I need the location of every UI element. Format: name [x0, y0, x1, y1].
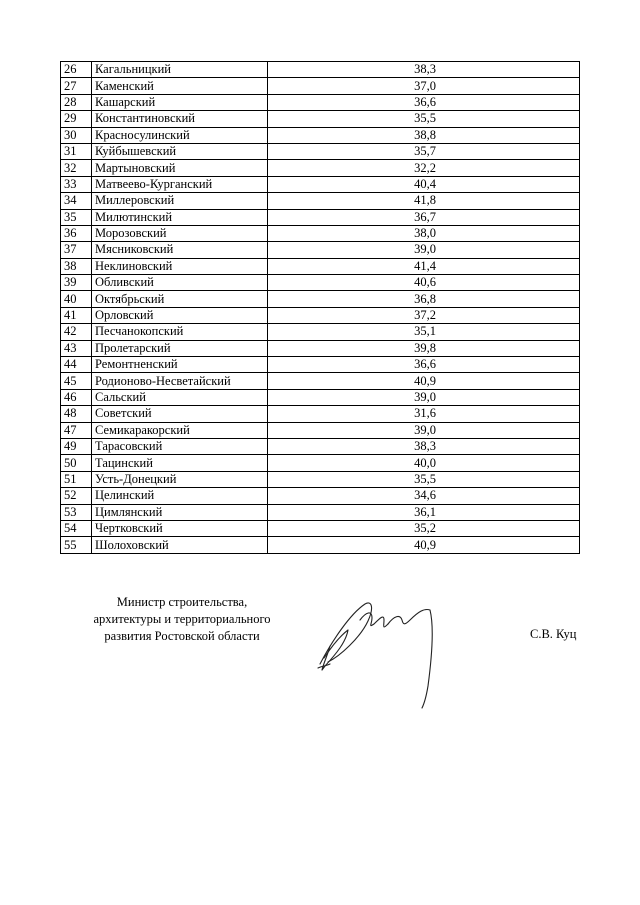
district-name-cell: Матвеево-Курганский	[92, 176, 268, 192]
district-name-cell: Песчанокопский	[92, 324, 268, 340]
row-number-cell: 33	[61, 176, 92, 192]
district-name-cell: Мартыновский	[92, 160, 268, 176]
row-number-cell: 27	[61, 78, 92, 94]
district-name-cell: Целинский	[92, 488, 268, 504]
district-name-cell: Куйбышевский	[92, 143, 268, 159]
value-cell: 40,9	[268, 537, 580, 553]
value-cell: 32,2	[268, 160, 580, 176]
district-name-cell: Кашарский	[92, 94, 268, 110]
row-number-cell: 48	[61, 406, 92, 422]
district-name-cell: Семикаракорский	[92, 422, 268, 438]
value-cell: 31,6	[268, 406, 580, 422]
row-number-cell: 42	[61, 324, 92, 340]
district-name-cell: Тацинский	[92, 455, 268, 471]
value-cell: 40,4	[268, 176, 580, 192]
district-name-cell: Миллеровский	[92, 193, 268, 209]
value-cell: 38,3	[268, 62, 580, 78]
district-name-cell: Усть-Донецкий	[92, 471, 268, 487]
value-cell: 36,8	[268, 291, 580, 307]
table-row	[61, 62, 580, 78]
row-number-cell: 51	[61, 471, 92, 487]
row-number-cell: 36	[61, 225, 92, 241]
table-row	[61, 291, 580, 307]
row-number-cell: 30	[61, 127, 92, 143]
row-number-cell: 35	[61, 209, 92, 225]
district-name-cell: Орловский	[92, 307, 268, 323]
row-number-cell: 38	[61, 258, 92, 274]
district-values-table	[60, 61, 580, 554]
table-row	[61, 340, 580, 356]
value-cell: 39,8	[268, 340, 580, 356]
value-cell: 35,7	[268, 143, 580, 159]
table-row	[61, 225, 580, 241]
district-name-cell: Тарасовский	[92, 438, 268, 454]
row-number-cell: 31	[61, 143, 92, 159]
table-row	[61, 537, 580, 553]
value-cell: 37,2	[268, 307, 580, 323]
table-row	[61, 373, 580, 389]
handwritten-signature	[310, 586, 510, 711]
value-cell: 37,0	[268, 78, 580, 94]
row-number-cell: 41	[61, 307, 92, 323]
signer-name: С.В. Куц	[530, 627, 577, 641]
value-cell: 35,1	[268, 324, 580, 340]
table-row	[61, 357, 580, 373]
table-row	[61, 258, 580, 274]
value-cell: 35,2	[268, 520, 580, 536]
value-cell: 39,0	[268, 389, 580, 405]
district-name-cell: Неклиновский	[92, 258, 268, 274]
value-cell: 38,3	[268, 438, 580, 454]
table-row	[61, 324, 580, 340]
row-number-cell: 49	[61, 438, 92, 454]
district-name-cell: Цимлянский	[92, 504, 268, 520]
table-row	[61, 422, 580, 438]
row-number-cell: 29	[61, 111, 92, 127]
row-number-cell: 46	[61, 389, 92, 405]
row-number-cell: 39	[61, 275, 92, 291]
table-row	[61, 193, 580, 209]
row-number-cell: 40	[61, 291, 92, 307]
value-cell: 40,0	[268, 455, 580, 471]
table-row	[61, 504, 580, 520]
value-cell: 41,4	[268, 258, 580, 274]
row-number-cell: 47	[61, 422, 92, 438]
row-number-cell: 32	[61, 160, 92, 176]
row-number-cell: 44	[61, 357, 92, 373]
value-cell: 39,0	[268, 422, 580, 438]
table-row	[61, 488, 580, 504]
signer-position-line: развития Ростовской области	[104, 629, 260, 643]
signer-position	[62, 594, 302, 645]
row-number-cell: 43	[61, 340, 92, 356]
value-cell: 34,6	[268, 488, 580, 504]
table-row	[61, 389, 580, 405]
table-row	[61, 160, 580, 176]
table-row	[61, 209, 580, 225]
table-row	[61, 520, 580, 536]
row-number-cell: 53	[61, 504, 92, 520]
signer-position-line: архитектуры и территориального	[93, 612, 271, 626]
value-cell: 38,0	[268, 225, 580, 241]
row-number-cell: 50	[61, 455, 92, 471]
table-row	[61, 406, 580, 422]
table-row	[61, 78, 580, 94]
district-name-cell: Мясниковский	[92, 242, 268, 258]
table-row	[61, 127, 580, 143]
row-number-cell: 52	[61, 488, 92, 504]
table-row	[61, 307, 580, 323]
table-row	[61, 143, 580, 159]
district-name-cell: Милютинский	[92, 209, 268, 225]
district-name-cell: Шолоховский	[92, 537, 268, 553]
value-cell: 41,8	[268, 193, 580, 209]
row-number-cell: 26	[61, 62, 92, 78]
row-number-cell: 45	[61, 373, 92, 389]
district-name-cell: Кагальницкий	[92, 62, 268, 78]
district-name-cell: Обливский	[92, 275, 268, 291]
district-name-cell: Чертковский	[92, 520, 268, 536]
table-row	[61, 471, 580, 487]
signer-position-line: Министр строительства,	[116, 595, 248, 609]
row-number-cell: 55	[61, 537, 92, 553]
value-cell: 35,5	[268, 111, 580, 127]
table-row	[61, 94, 580, 110]
value-cell: 36,7	[268, 209, 580, 225]
value-cell: 39,0	[268, 242, 580, 258]
district-name-cell: Октябрьский	[92, 291, 268, 307]
district-name-cell: Советский	[92, 406, 268, 422]
table-row	[61, 111, 580, 127]
value-cell: 36,1	[268, 504, 580, 520]
value-cell: 35,5	[268, 471, 580, 487]
district-name-cell: Каменский	[92, 78, 268, 94]
table-row	[61, 176, 580, 192]
table-body	[61, 62, 580, 554]
table-row	[61, 242, 580, 258]
district-name-cell: Морозовский	[92, 225, 268, 241]
row-number-cell: 34	[61, 193, 92, 209]
value-cell: 38,8	[268, 127, 580, 143]
value-cell: 36,6	[268, 357, 580, 373]
value-cell: 36,6	[268, 94, 580, 110]
value-cell: 40,6	[268, 275, 580, 291]
table-row	[61, 275, 580, 291]
table-row	[61, 438, 580, 454]
row-number-cell: 37	[61, 242, 92, 258]
value-cell: 40,9	[268, 373, 580, 389]
district-name-cell: Сальский	[92, 389, 268, 405]
table-row	[61, 455, 580, 471]
district-name-cell: Константиновский	[92, 111, 268, 127]
district-name-cell: Пролетарский	[92, 340, 268, 356]
row-number-cell: 54	[61, 520, 92, 536]
district-name-cell: Красносулинский	[92, 127, 268, 143]
district-name-cell: Родионово-Несветайский	[92, 373, 268, 389]
district-name-cell: Ремонтненский	[92, 357, 268, 373]
row-number-cell: 28	[61, 94, 92, 110]
